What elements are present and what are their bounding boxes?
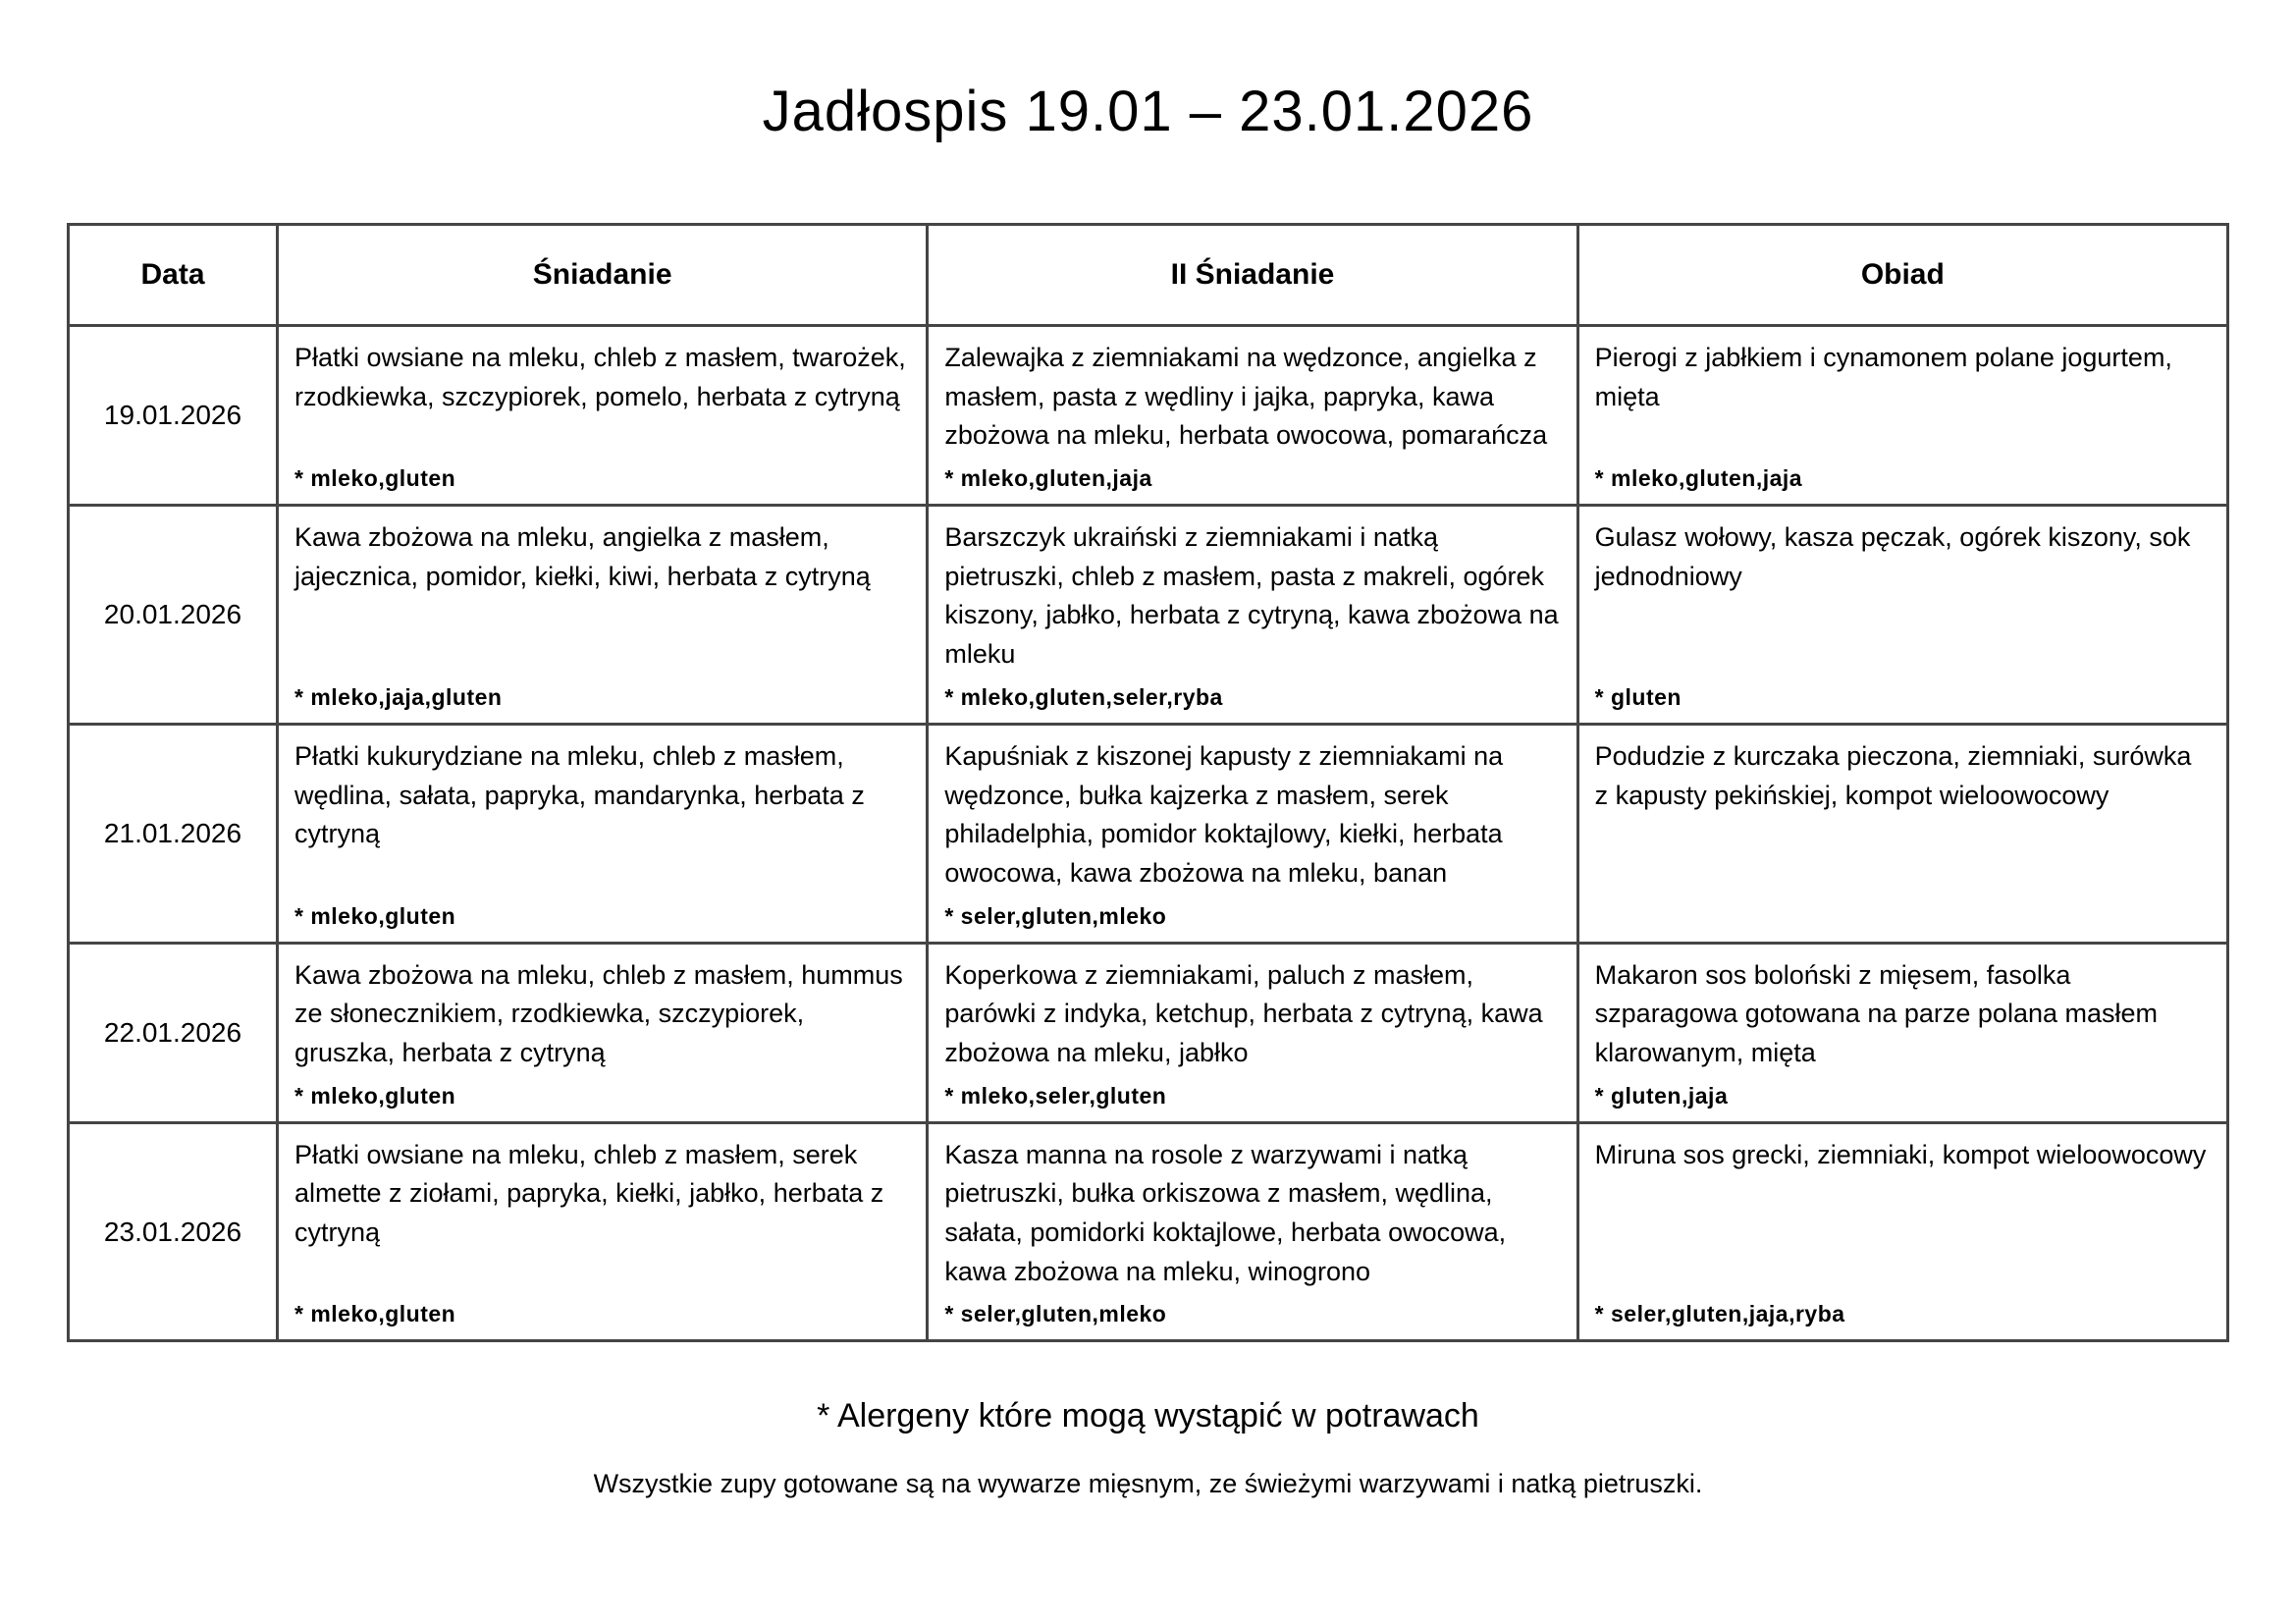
breakfast-cell [276,1124,926,1340]
table-row [70,1121,2226,1340]
meal-text: Kawa zbożowa na mleku, chleb z masłem, hummus ze słonecznikiem, rzodkiewka, szczypiorek, gruszka, herbata z cytryną [294,959,903,1067]
allergen-note: * mleko,gluten [294,902,456,929]
allergen-note: * mleko,gluten,jaja [944,465,1152,492]
breakfast-cell [276,327,926,504]
allergen-note: * mleko,gluten [294,1301,456,1327]
second-breakfast-cell [926,507,1575,723]
meal-text: Makaron sos boloński z mięsem, fasolka szparagowa gotowana na parze polana masłem klarowanym, mięta [1594,959,2159,1067]
date-cell: 21.01.2026 [103,817,242,848]
meal-text: Kasza manna na rosole z warzywami i natką pietruszki, bułka orkiszowa z masłem, wędlina, sałata, pomidorki koktajlowe, herbata owocowa, kawa zbożowa na mleku, winogrono [944,1139,1507,1286]
allergen-note: * seler,gluten,jaja,ryba [1594,1301,1845,1327]
date-cell: 20.01.2026 [103,598,242,629]
second-breakfast-cell [926,945,1575,1121]
header-lunch: Obiad [1576,226,2226,324]
soup-footnote: Wszystkie zupy gotowane są na wywarze mięsnym, ze świeżymi warzywami i natką pietruszki. [593,1469,1703,1499]
allergen-note: * mleko,gluten [294,465,456,492]
date-cell: 23.01.2026 [103,1216,242,1247]
lunch-cell [1576,327,2226,504]
lunch-cell [1576,726,2226,942]
meal-text: Gulasz wołowy, kasza pęczak, ogórek kiszony, sok jednodniowy [1594,522,2191,591]
allergen-note: * gluten,jaja [1594,1082,1729,1109]
meal-text: Podudzie z kurczaka pieczona, ziemniaki, surówka z kapusty pekińskiej, kompot wieloowocowy [1594,740,2192,810]
table-row [70,324,2226,504]
allergen-note: * mleko,gluten [294,1082,456,1109]
meal-text: Miruna sos grecki, ziemniaki, kompot wieloowocowy [1594,1139,2207,1169]
breakfast-cell [276,507,926,723]
meal-text: Zalewajka z ziemniakami na wędzonce, angielka z masłem, pasta z wędliny i jajka, papryka, kawa zbożowa na mleku, herbata owocowa, pomarańcza [944,343,1548,451]
header-date: Data [140,258,205,291]
date-cell: 19.01.2026 [103,400,242,431]
breakfast-cell [276,726,926,942]
second-breakfast-cell [926,1124,1575,1340]
meal-text: Barszczyk ukraiński z ziemniakami i natką pietruszki, chleb z masłem, pasta z makreli, ogórek kiszony, jabłko, herbata z cytryną, kawa zbożowa na mleku [944,522,1559,670]
meal-text: Kawa zbożowa na mleku, angielka z masłem, jajecznica, pomidor, kiełki, kiwi, herbata z cytryną [294,522,871,591]
allergen-footnote: * Alergeny które mogą wystąpić w potrawach [817,1397,1479,1435]
table-header-row [70,226,2226,324]
second-breakfast-cell [926,327,1575,504]
lunch-cell [1576,945,2226,1121]
allergen-note: * mleko,gluten,jaja [1594,465,1803,492]
header-second-breakfast: II Śniadanie [926,226,1575,324]
header-breakfast: Śniadanie [276,226,926,324]
date-cell: 22.01.2026 [103,1016,242,1048]
meal-text: Kapuśniak z kiszonej kapusty z ziemniakami na wędzonce, bułka kajzerka z masłem, serek philadelphia, pomidor koktajlowy, kiełki, herbata owocowa, kawa zbożowa na mleku, banan [944,740,1504,888]
menu-table [67,223,2229,1342]
allergen-note: * mleko,jaja,gluten [294,683,503,710]
allergen-note: * seler,gluten,mleko [944,1301,1167,1327]
allergen-note: * mleko,gluten,seler,ryba [944,683,1223,710]
page-title: Jadłospis 19.01 – 23.01.2026 [762,80,1534,143]
meal-text: Koperkowa z ziemniakami, paluch z masłem, parówki z indyka, ketchup, herbata z cytryną, kawa zbożowa na mleku, jabłko [944,959,1543,1067]
allergen-note: * gluten [1594,683,1682,710]
meal-text: Płatki owsiane na mleku, chleb z masłem, twarożek, rzodkiewka, szczypiorek, pomelo, herbata z cytryną [294,343,906,411]
allergen-note: * mleko,seler,gluten [944,1082,1167,1109]
lunch-cell [1576,1124,2226,1340]
meal-text: Płatki kukurydziane na mleku, chleb z masłem, wędlina, sałata, papryka, mandarynka, herbata z cytryną [294,740,865,849]
meal-text: Pierogi z jabłkiem i cynamonem polane jogurtem, mięta [1594,343,2172,411]
second-breakfast-cell [926,726,1575,942]
table-row [70,723,2226,942]
breakfast-cell [276,945,926,1121]
lunch-cell [1576,507,2226,723]
table-row [70,504,2226,723]
meal-text: Płatki owsiane na mleku, chleb z masłem, serek almette z ziołami, papryka, kiełki, jabłko, herbata z cytryną [294,1139,884,1247]
allergen-note: * seler,gluten,mleko [944,902,1167,929]
table-row [70,942,2226,1121]
